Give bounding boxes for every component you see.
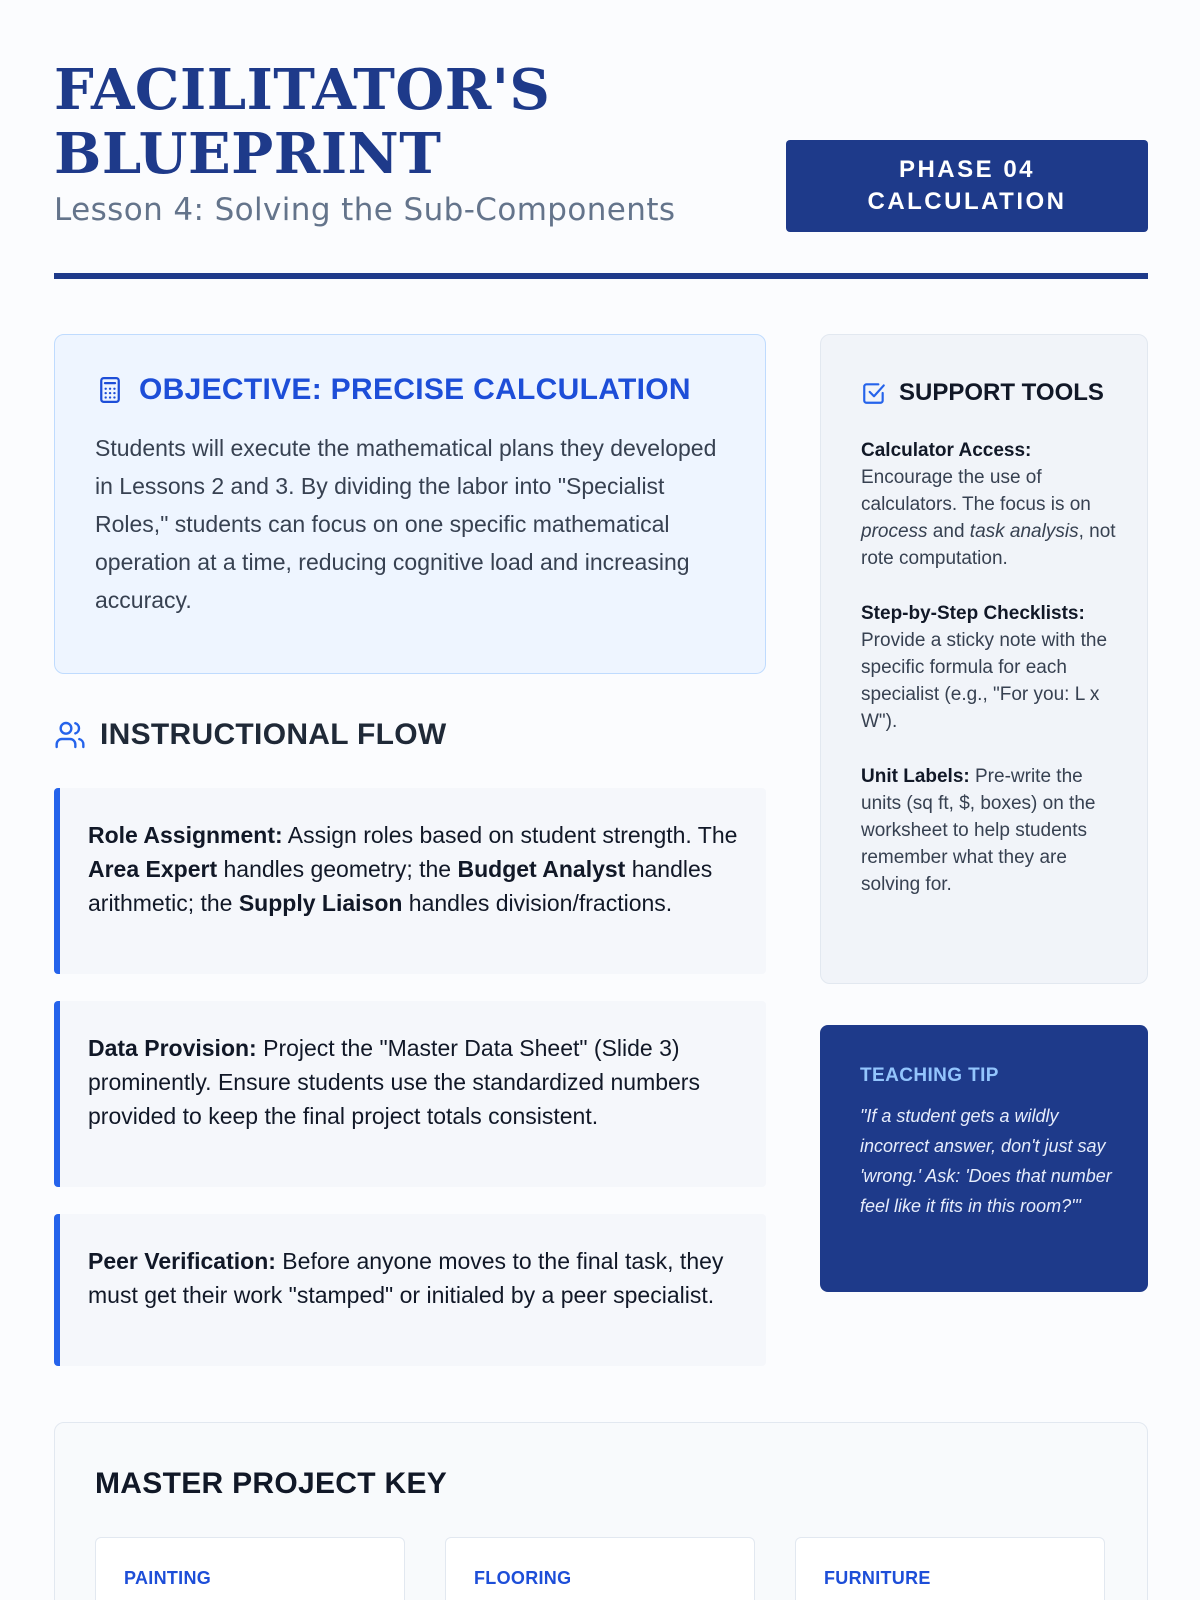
key-card-label: FURNITURE xyxy=(824,1568,931,1588)
key-card-painting xyxy=(95,1537,405,1600)
flow-card-label: Data Provision: xyxy=(88,1035,257,1061)
teaching-tip-panel xyxy=(820,1025,1148,1292)
objective-text: Students will execute the mathematical plans they developed in Lessons 2 and 3. By dividing the labor into "Specialist Roles," students can focus on one specific mathematical operation at a time, reducing cognitive load and increasing accuracy. xyxy=(95,435,717,613)
lesson-subtitle: Lesson 4: Solving the Sub-Components xyxy=(54,192,676,228)
calculator-icon xyxy=(95,375,125,405)
flow-card-text: handles geometry; the xyxy=(217,856,458,882)
flow-card-text: Assign roles based on student strength. The xyxy=(282,822,738,848)
master-project-key xyxy=(54,1422,1148,1600)
flow-card-label: Role Assignment: xyxy=(88,822,283,848)
title-line-1: FACILITATOR'S xyxy=(54,57,551,123)
support-item-checklists: Step-by-Step Checklists: Provide a sticky note with the specific formula for each specialist (e.g., "For you: L x W"). xyxy=(861,603,1108,732)
teaching-tip-label: TEACHING TIP xyxy=(860,1065,999,1086)
flow-card-text: handles division/fractions. xyxy=(402,890,673,916)
support-tools-heading-row xyxy=(861,379,1117,407)
instructional-flow-heading: INSTRUCTIONAL FLOW xyxy=(100,718,447,751)
instructional-flow-heading-row xyxy=(54,718,446,752)
support-tools-panel xyxy=(820,334,1148,984)
title-line-2: BLUEPRINT xyxy=(54,121,442,187)
role-area-expert: Area Expert xyxy=(88,856,218,882)
page-title xyxy=(54,58,675,186)
support-item-calculator: Calculator Access: Encourage the use of calculators. The focus is on process and task analysis, not rote computation. xyxy=(861,440,1116,569)
objective-heading: OBJECTIVE: PRECISE CALCULATION xyxy=(139,373,691,406)
flow-card-data-provision xyxy=(54,1001,766,1187)
header-divider xyxy=(54,273,1148,279)
key-card-furniture xyxy=(795,1537,1105,1600)
flow-card-label: Peer Verification: xyxy=(88,1248,276,1274)
objective-heading-row xyxy=(95,373,725,407)
role-supply-liaison: Supply Liaison xyxy=(238,890,403,916)
flow-card-text: Project the "Master Data Sheet" (Slide 3) prominently. Ensure students use the standardized numbers provided to keep the final project totals consistent. xyxy=(88,1035,700,1129)
flow-card-peer-verification xyxy=(54,1214,766,1366)
objective-panel xyxy=(54,334,766,674)
phase-name: CALCULATION xyxy=(867,188,1067,215)
key-card-flooring xyxy=(445,1537,755,1600)
support-tools-heading: SUPPORT TOOLS xyxy=(899,379,1104,406)
key-cards xyxy=(95,1537,1105,1600)
page-header xyxy=(54,58,1148,280)
flow-card-text: Before anyone moves to the final task, they must get their work "stamped" or initialed by a peer specialist. xyxy=(88,1248,724,1308)
key-card-label: FLOORING xyxy=(474,1568,572,1588)
key-card-label: PAINTING xyxy=(124,1568,212,1588)
title-block xyxy=(54,58,675,228)
flow-card-text: handles arithmetic; the xyxy=(88,856,713,916)
master-project-key-title: MASTER PROJECT KEY xyxy=(95,1467,448,1500)
role-budget-analyst: Budget Analyst xyxy=(457,856,626,882)
checkbox-icon xyxy=(861,380,887,406)
phase-number: PHASE 04 xyxy=(898,156,1036,183)
phase-badge xyxy=(786,140,1148,232)
users-icon xyxy=(54,719,86,751)
teaching-tip-quote: "If a student gets a wildly incorrect answer, don't just say 'wrong.' Ask: 'Does that number feel like it fits in this room?'" xyxy=(860,1106,1112,1216)
support-item-unit-labels: Unit Labels: Pre-write the units (sq ft, $, boxes) on the worksheet to help students remember what they are solving for. xyxy=(861,766,1096,895)
flow-card-role-assignment xyxy=(54,788,766,974)
